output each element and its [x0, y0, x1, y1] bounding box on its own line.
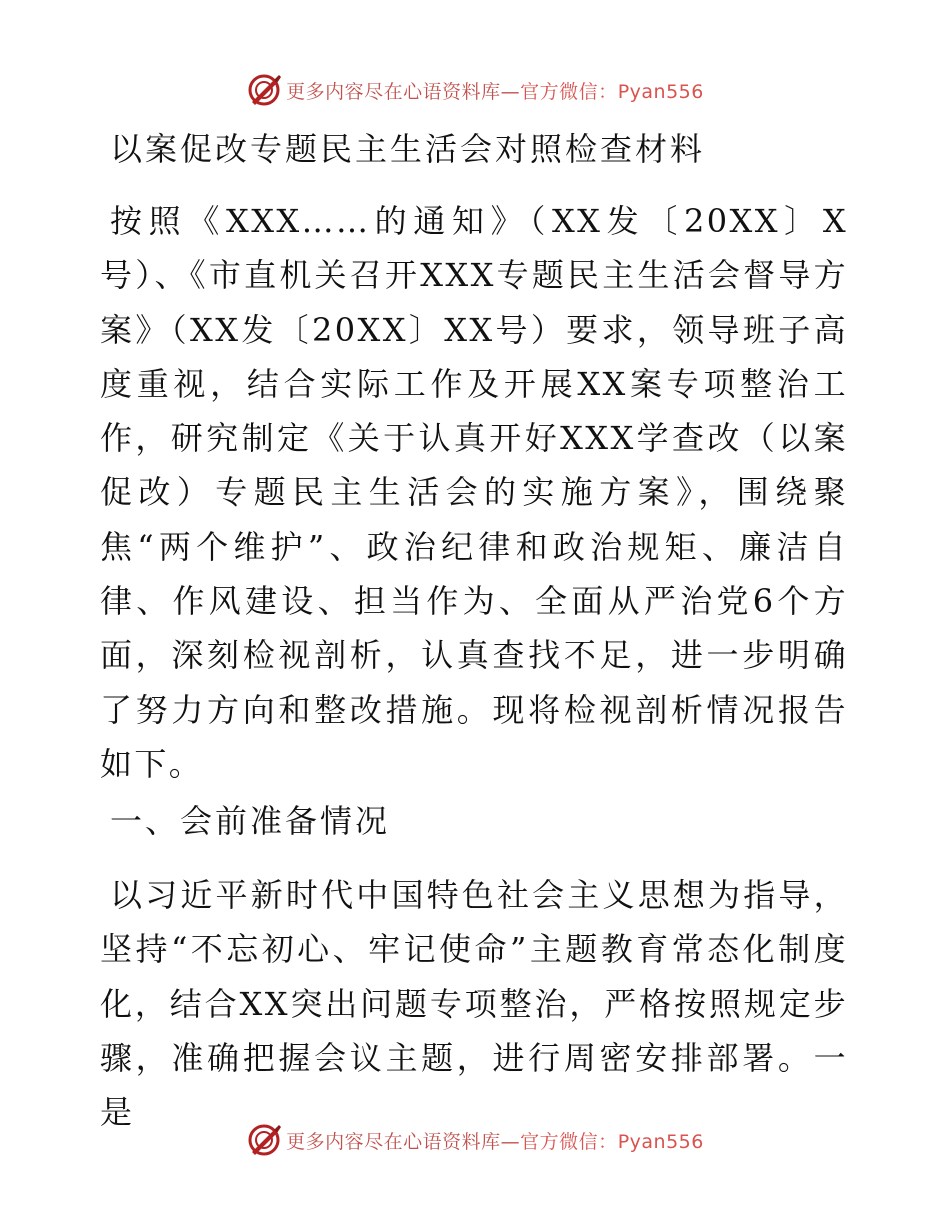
paragraph-preparation: 以习近平新时代中国特色社会主义思想为指导，坚持“不忘初心、牢记使命”主题教育常态化制度化，结合XX突出问题专项整治，严格按照规定步骤，准确把握会议主题，进行周密安排部署。一是	[100, 876, 848, 1132]
header-watermark	[0, 68, 950, 112]
footer-watermark	[0, 1118, 950, 1162]
watermark-text: 更多内容尽在心语资料库—官方微信：Pyan556	[286, 1130, 704, 1153]
section-heading-1: 一、会前准备情况	[110, 802, 391, 840]
pen-logo-icon	[246, 1122, 282, 1158]
watermark-text: 更多内容尽在心语资料库—官方微信：Pyan556	[286, 80, 704, 103]
paragraph-intro: 按照《XXX……的通知》（XX发〔20XX〕X号）、《市直机关召开XXX专题民主生活会督导方案》（XX发〔20XX〕XX号）要求，领导班子高度重视，结合实际工作及开展XX案专项整治工作，研究制定《关于认真开好XXX学查改（以案促改）专题民主生活会的实施方案》，围绕聚焦“两个维护”、政治纪律和政治规矩、廉洁自律、作风建设、担当作为、全面从严治党6个方面，深刻检视剖析，认真查找不足，进一步明确了努力方向和整改措施。现将检视剖析情况报告如下。	[100, 202, 848, 783]
document-title: 以案促改专题民主生活会对照检查材料	[110, 130, 706, 168]
pen-logo-icon	[246, 72, 282, 108]
